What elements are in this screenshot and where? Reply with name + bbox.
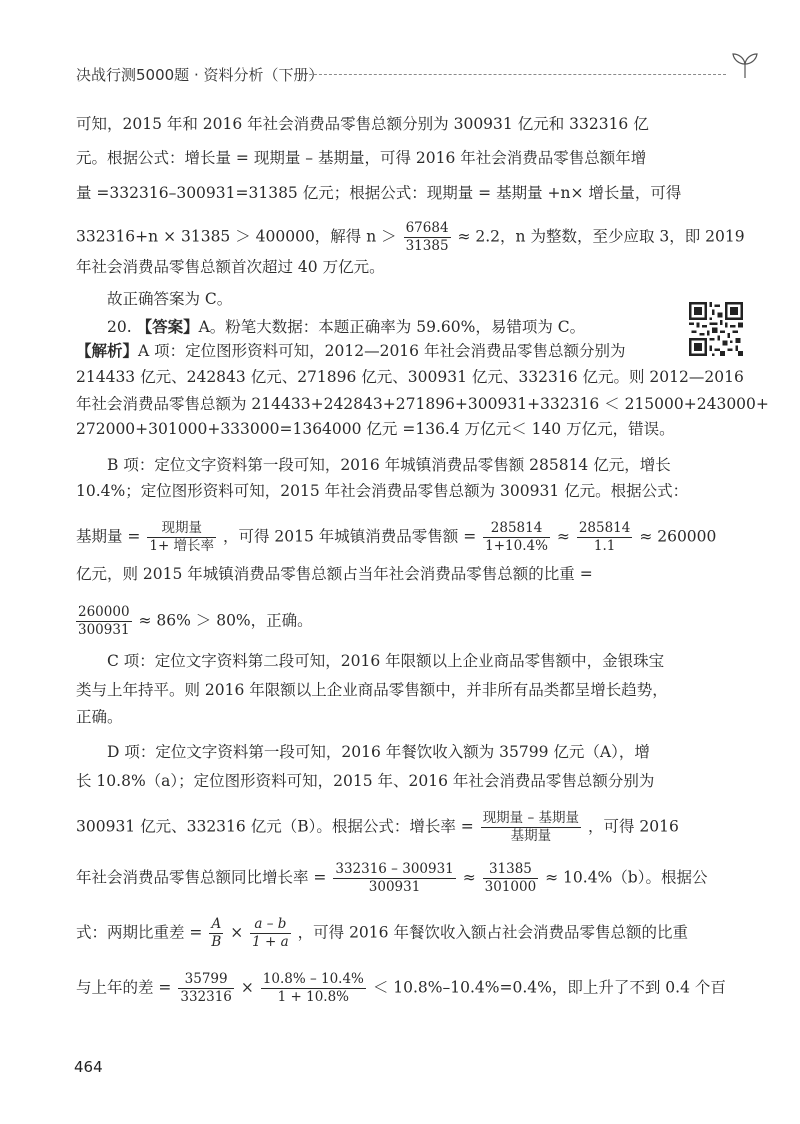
page-header bbox=[76, 64, 760, 88]
fraction-numerator: a – b bbox=[254, 916, 287, 932]
text-segment: ≈ 260000 bbox=[639, 527, 717, 546]
fraction bbox=[178, 971, 234, 1006]
fraction-numerator: 35799 bbox=[184, 971, 228, 987]
paragraph-line: 年社会消费品零售总额为 214433+242843+271896+300931+332316 ＜ 215000+243000+ bbox=[76, 395, 769, 413]
paragraph-line: 272000+301000+333000=1364000 亿元 =136.4 万亿元＜ 140 万亿元，错误。 bbox=[76, 420, 675, 438]
fraction bbox=[481, 810, 581, 845]
text-segment: ≈ bbox=[556, 527, 570, 546]
paragraph-line: 214433 亿元、242843 亿元、271896 亿元、300931 亿元、332316 亿元。则 2012—2016 bbox=[76, 368, 744, 386]
fraction-denominator: 301000 bbox=[484, 879, 537, 895]
text-segment: 年社会消费品零售总额同比增长率 = bbox=[76, 868, 327, 887]
fraction bbox=[147, 520, 216, 555]
fraction bbox=[483, 520, 550, 555]
text-segment: ≈ 10.4%（b）。根据公 bbox=[545, 868, 708, 887]
text-segment: ，可得 2016 年餐饮收入额占社会消费品零售总额的比重 bbox=[297, 923, 688, 942]
paragraph-line-with-fraction bbox=[76, 220, 745, 255]
paragraph-line: 亿元，则 2015 年城镇消费品零售总额占当年社会消费品零售总额的比重 = bbox=[76, 565, 593, 583]
formula-line bbox=[76, 810, 679, 845]
fraction-denominator: 1+ 增长率 bbox=[149, 538, 215, 554]
fraction-denominator: 332316 bbox=[180, 989, 232, 1005]
text-segment: ≈ 86% ＞ 80%，正确。 bbox=[138, 611, 313, 630]
fraction-numerator: 10.8% – 10.4% bbox=[262, 971, 364, 987]
text-segment: 基期量 = bbox=[76, 527, 141, 546]
fraction bbox=[333, 861, 455, 896]
fraction-denominator: 1 + 10.8% bbox=[261, 988, 366, 1006]
fraction bbox=[404, 220, 451, 255]
answer-text: A。粉笔大数据：本题正确率为 59.60%，易错项为 C。 bbox=[198, 318, 586, 336]
fraction-denominator: 1.1 bbox=[577, 537, 633, 555]
paragraph-line: 长 10.8%（a）；定位图形资料可知，2015 年、2016 年社会消费品零售总额分别为 bbox=[76, 772, 655, 790]
paragraph-line: 元。根据公式：增长量 = 现期量 – 基期量，可得 2016 年社会消费品零售总额年增 bbox=[76, 149, 647, 167]
fraction-denominator: 1 + a bbox=[252, 934, 289, 950]
text-segment: ，可得 2015 年城镇消费品零售额 = bbox=[223, 527, 477, 546]
book-title: 决战行测5000题 · 资料分析（下册） bbox=[76, 66, 324, 84]
multiply-sign: × bbox=[240, 978, 254, 997]
text-segment: ≈ 2.2，n 为整数，至少应取 3，即 2019 bbox=[457, 227, 745, 246]
leaf-sprout-icon bbox=[730, 50, 760, 80]
fraction-numerator: 现期量 bbox=[161, 520, 202, 536]
text-segment: ，可得 2016 bbox=[587, 817, 679, 836]
paragraph-line: 年社会消费品零售总额首次超过 40 万亿元。 bbox=[76, 258, 385, 276]
formula-line bbox=[76, 916, 688, 951]
fraction-numerator: 285814 bbox=[578, 520, 631, 536]
analysis-line bbox=[76, 341, 625, 361]
text-segment: 与上年的差 = bbox=[76, 978, 172, 997]
text-segment: 式：两期比重差 = bbox=[76, 923, 203, 942]
qr-code-icon[interactable] bbox=[689, 302, 743, 356]
page-number: 464 bbox=[74, 1058, 103, 1076]
question-number: 20. bbox=[107, 318, 132, 336]
paragraph-line: 10.4%；定位图形资料可知，2015 年社会消费品零售总额为 300931 亿元。根据公式： bbox=[76, 482, 689, 500]
text-segment: 300931 亿元、332316 亿元（B）。根据公式：增长率 = bbox=[76, 817, 474, 836]
fraction bbox=[261, 971, 366, 1006]
fraction-denominator: 300931 bbox=[78, 622, 130, 638]
header-divider bbox=[294, 74, 726, 75]
answer-conclusion: 故正确答案为 C。 bbox=[107, 290, 233, 308]
fraction bbox=[209, 916, 223, 951]
fraction-numerator: 332316 – 300931 bbox=[335, 861, 454, 877]
fraction-numerator: 现期量 – 基期量 bbox=[482, 810, 580, 826]
fraction-denominator: 31385 bbox=[405, 238, 449, 254]
fraction bbox=[76, 604, 132, 639]
fraction-numerator: 67684 bbox=[405, 220, 449, 236]
text-segment: 332316+n × 31385 ＞ 400000，解得 n ＞ bbox=[76, 227, 397, 246]
paragraph-line: 类与上年持平。则 2016 年限额以上企业商品零售额中，并非所有品类都呈增长趋势， bbox=[76, 681, 668, 699]
fraction-numerator: 260000 bbox=[78, 604, 130, 620]
paragraph-line: B 项：定位文字资料第一段可知，2016 年城镇消费品零售额 285814 亿元，增长 bbox=[107, 456, 671, 474]
paragraph-line: 正确。 bbox=[76, 708, 123, 726]
text-segment: ≈ bbox=[462, 868, 476, 887]
paragraph-line: 量 =332316–300931=31385 亿元；根据公式：现期量 = 基期量 +n× 增长量，可得 bbox=[76, 184, 682, 202]
fraction-numerator: A bbox=[211, 916, 222, 932]
answer-tag: 【答案】 bbox=[136, 317, 199, 336]
analysis-tag: 【解析】 bbox=[76, 341, 139, 360]
text-segment: ＜ 10.8%–10.4%=0.4%，即上升了不到 0.4 个百 bbox=[372, 978, 726, 997]
fraction-denominator: B bbox=[211, 934, 222, 950]
formula-line bbox=[76, 971, 726, 1006]
fraction-denominator: 300931 bbox=[333, 878, 455, 896]
multiply-sign: × bbox=[230, 923, 244, 942]
paragraph-line: D 项：定位文字资料第一段可知，2016 年餐饮收入额为 35799 亿元（A），增 bbox=[107, 743, 650, 761]
formula-line bbox=[76, 520, 716, 555]
answer-line bbox=[107, 317, 585, 337]
fraction-denominator: 基期量 bbox=[481, 827, 581, 845]
fraction-numerator: 285814 bbox=[490, 520, 543, 536]
paragraph-line: 可知，2015 年和 2016 年社会消费品零售总额分别为 300931 亿元和 332316 亿 bbox=[76, 115, 649, 133]
fraction-numerator: 31385 bbox=[488, 861, 532, 877]
fraction bbox=[483, 861, 539, 896]
fraction bbox=[577, 520, 633, 555]
fraction bbox=[250, 916, 291, 951]
fraction-denominator: 1+10.4% bbox=[485, 538, 548, 554]
analysis-text: A 项：定位图形资料可知，2012—2016 年社会消费品零售总额分别为 bbox=[138, 342, 626, 360]
formula-line bbox=[76, 861, 707, 896]
formula-line bbox=[76, 604, 313, 639]
paragraph-line: C 项：定位文字资料第二段可知，2016 年限额以上企业商品零售额中，金银珠宝 bbox=[107, 652, 665, 670]
